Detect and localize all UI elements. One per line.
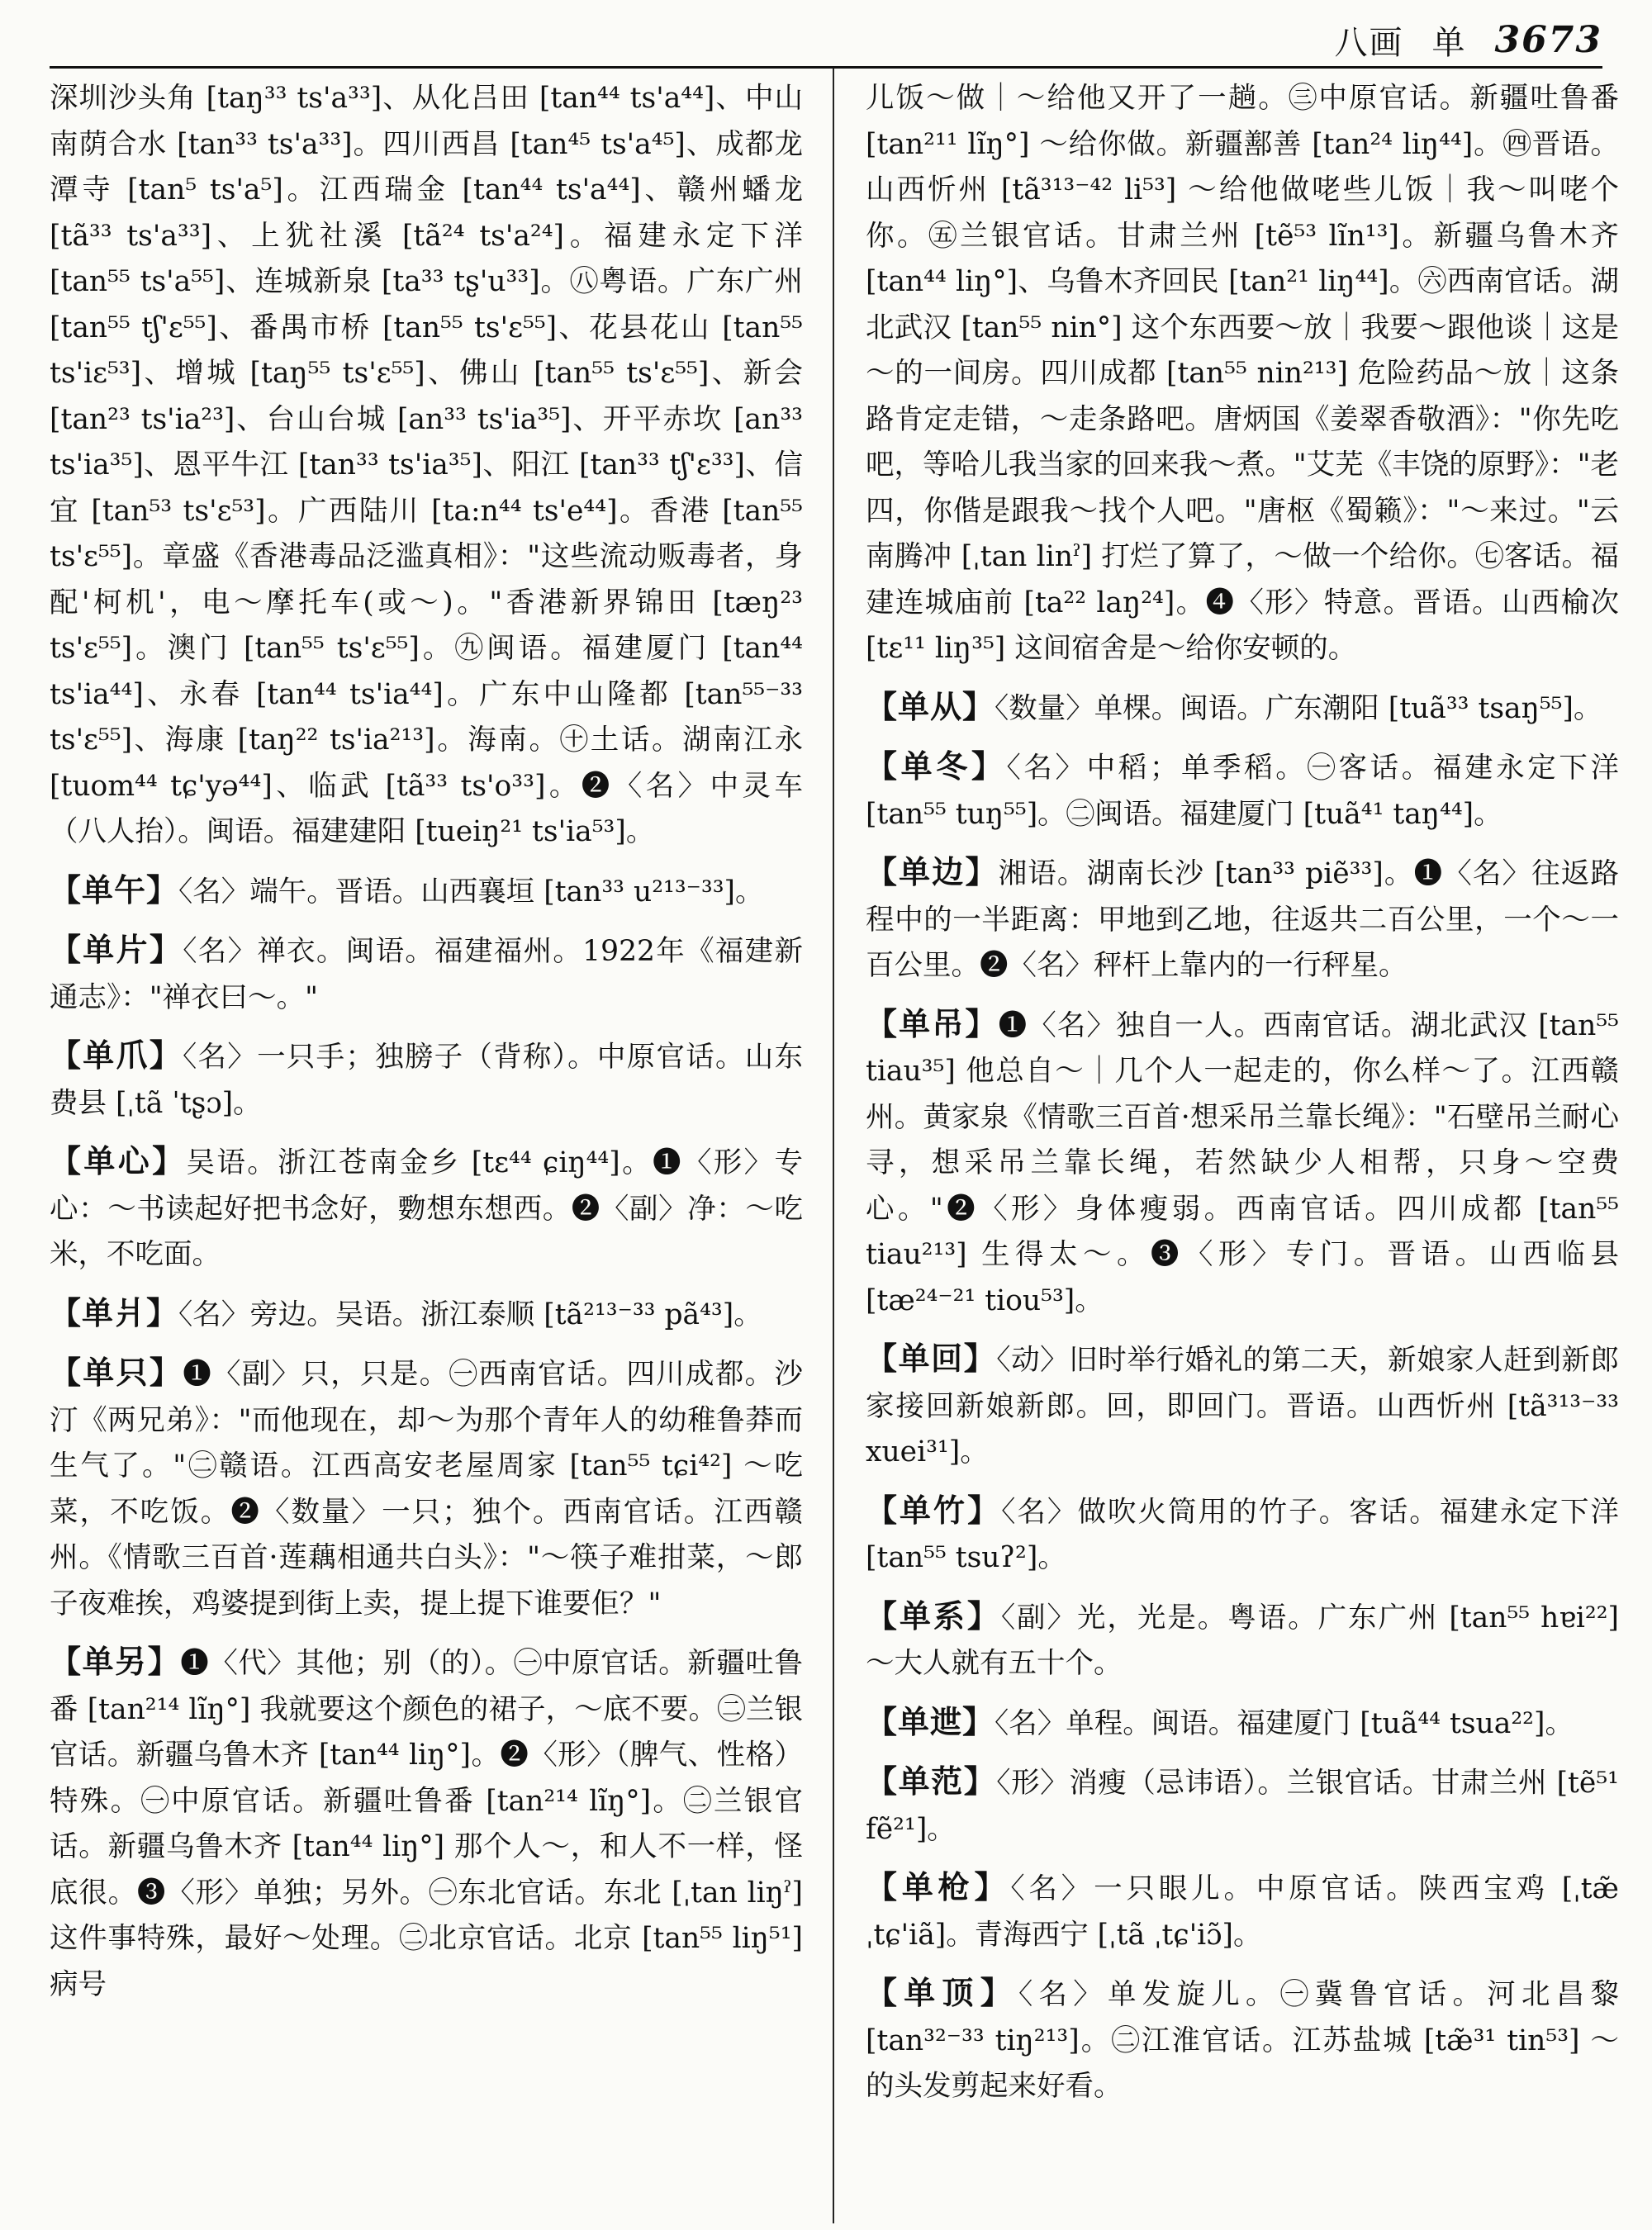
dictionary-entry (866, 1970, 1619, 2110)
dictionary-entry (866, 1758, 1619, 1853)
entry-definition: ❶〈名〉独自一人。西南官话。湖北武汉 [tan⁵⁵ tiau³⁵] 他总自～｜几个人一起走的，你么样～了。江西赣州。黄家泉《情歌三百首·想采吊兰靠长绳》："石壁吊兰耐心寻，想采吊兰靠长绳，若然缺少人相帮，只身～空费心。"❷〈形〉身体瘦弱。西南官话。四川成都 [tan⁵⁵ tiau²¹³] 生得太～。❸〈形〉专门。晋语。山西临县 [tæ²⁴⁻²¹ tiou⁵³]。 (866, 1008, 1619, 1317)
entry-headword: 【单范】 (866, 1763, 997, 1800)
running-header (1335, 15, 1602, 64)
dictionary-entry (866, 1699, 1619, 1748)
column-divider (833, 68, 834, 2223)
entry-definition: 吴语。浙江苍南金乡 [tɛ⁴⁴ ɕiŋ⁴⁴]。❶〈形〉专心：～书读起好把书念好，覅想东想西。❷〈副〉净：～吃米，不吃面。 (50, 1146, 803, 1271)
entry-definition: 〈名〉单程。闽语。福建厦门 [tuã⁴⁴ tsua²²]。 (995, 1706, 1574, 1740)
dictionary-entry (866, 849, 1619, 989)
entry-headword: 【单顶】 (866, 1974, 1018, 2011)
entry-definition: ❶〈副〉只，只是。㊀西南官话。四川成都。沙汀《两兄弟》："而他现在，却～为那个青年人的幼稚鲁莽而生气了。"㊁赣语。江西高安老屋周家 [tan⁵⁵ tɕi⁴²] ～吃菜，不吃饭。❷〈数量〉一只；独个。西南官话。江西赣州。《情歌三百首·莲藕相通共白头》："～筷子难拑菜，～郎子夜难挨，鸡婆提到街上卖，提上提下谁要佢？" (50, 1358, 803, 1620)
dictionary-entry (866, 743, 1619, 837)
dictionary-entry (50, 1032, 803, 1127)
right-column (866, 76, 1619, 2215)
entry-headword: 【单回】 (866, 1340, 997, 1377)
entry-headword: 【单迣】 (866, 1702, 995, 1740)
dictionary-entry (50, 1350, 803, 1627)
entry-headword: 【单爿】 (50, 1293, 179, 1331)
entry-headword: 【单竹】 (866, 1491, 1002, 1529)
entry-definition: ❶〈代〉其他；别（的）。㊀中原官话。新疆吐鲁番 [tan²¹⁴ lĩŋ°] 我就要这个颜色的裙子，～底不要。㊁兰银官话。新疆乌鲁木齐 [tan⁴⁴ liŋ°]。❷〈形〉（脾气、性格）特殊。㊀中原官话。新疆吐鲁番 [tan²¹⁴ lĩŋ°]。㊁兰银官话。新疆乌鲁木齐 [tan⁴⁴ liŋ°] 那个人～，和人不一样，怪底很。❸〈形〉单独；另外。㊀东北官话。东北 [ˌtan liŋˀ] 这件事特殊，最好～处理。㊁北京官话。北京 [tan⁵⁵ liŋ⁵¹] 病号 (50, 1647, 803, 2001)
entry-headword: 【单只】 (50, 1354, 183, 1391)
entry-headword: 【单从】 (866, 687, 995, 725)
entry-headword: 【单片】 (50, 931, 183, 968)
entry-definition: 深圳沙头角 [taŋ³³ ts'a³³]、从化吕田 [tan⁴⁴ ts'a⁴⁴]、中山南荫合水 [tan³³ ts'a³³]。四川西昌 [tan⁴⁵ ts'a⁴⁵]、成都龙潭寺 [tan⁵ ts'a⁵]。江西瑞金 [tan⁴⁴ ts'a⁴⁴]、赣州蟠龙 [tã³³ ts'a³³]、上犹社溪 [tã²⁴ ts'a²⁴]。福建永定下洋 [tan⁵⁵ ts'a⁵⁵]、连城新泉 [ta³³ tʂ'u³³]。㊇粤语。广东广州 [tan⁵⁵ tʃ'ɛ⁵⁵]、番禺市桥 [tan⁵⁵ ts'ɛ⁵⁵]、花县花山 [tan⁵⁵ ts'iɛ⁵³]、增城 [taŋ⁵⁵ ts'ɛ⁵⁵]、佛山 [tan⁵⁵ ts'ɛ⁵⁵]、新会 [tan²³ ts'ia²³]、台山台城 [an³³ ts'ia³⁵]、开平赤坎 [an³³ ts'ia³⁵]、恩平牛江 [tan³³ ts'ia³⁵]、阳江 [tan³³ tʃ'ɛ³³]、信宜 [tan⁵³ ts'ɛ⁵³]。广西陆川 [ta:n⁴⁴ ts'e⁴⁴]。香港 [tan⁵⁵ ts'ɛ⁵⁵]。章盛《香港毒品泛滥真相》："这些流动贩毒者，身配'柯机'，电～摩托车(或～)。"香港新界锦田 [tæŋ²³ ts'ɛ⁵⁵]。澳门 [tan⁵⁵ ts'ɛ⁵⁵]。㊈闽语。福建厦门 [tan⁴⁴ ts'ia⁴⁴]、永春 [tan⁴⁴ ts'ia⁴⁴]。广东中山隆都 [tan⁵⁵⁻³³ ts'ɛ⁵⁵]、海康 [taŋ²² ts'ia²¹³]。海南。㊉土话。湖南江永 [tuom⁴⁴ tɕ'yə⁴⁴]、临武 [tã³³ ts'o³³]。❷〈名〉中灵车（八人抬）。闽语。福建建阳 [tueiŋ²¹ ts'ia⁵³]。 (50, 82, 803, 848)
entry-definition: 〈名〉禅衣。闽语。福建福州。1922年《福建新通志》："禅衣曰～。" (50, 935, 803, 1014)
page-number: 3673 (1494, 18, 1602, 61)
entry-definition: 〈名〉中稻；单季稻。㊀客话。福建永定下洋 [tan⁵⁵ tuŋ⁵⁵]。㊁闽语。福建厦门 [tuã⁴¹ taŋ⁴⁴]。 (866, 752, 1619, 831)
dictionary-entry (866, 1864, 1619, 1958)
dictionary-entry (50, 867, 803, 916)
header-section: 八画 (1334, 23, 1404, 62)
dictionary-entry (50, 1639, 803, 2008)
entry-definition: 〈名〉一只眼儿。中原官话。陕西宝鸡 [ˌtæ̃ ˌtɕ'iã]。青海西宁 [ˌtã ˌtɕ'iɔ̃]。 (866, 1872, 1619, 1952)
dictionary-entry (50, 76, 803, 856)
entry-definition: 〈形〉消瘦（忌讳语）。兰银官话。甘肃兰州 [tẽ⁵¹ fẽ²¹]。 (866, 1767, 1619, 1846)
entry-definition: 〈名〉一只手；独膀子（背称）。中原官话。山东费县 [ˌtã ˈtʂɔ]。 (50, 1041, 803, 1120)
header-char: 单 (1431, 23, 1467, 62)
dictionary-entry (866, 1487, 1619, 1582)
left-column (50, 76, 803, 2215)
entry-definition: 〈数量〉单棵。闽语。广东潮阳 [tuã³³ tsaŋ⁵⁵]。 (995, 691, 1602, 725)
entry-definition: 〈名〉端午。晋语。山西襄垣 [tan³³ u²¹³⁻³³]。 (178, 875, 764, 909)
entry-definition: 〈名〉单发旋儿。㊀冀鲁官话。河北昌黎 [tan³²⁻³³ tiŋ²¹³]。㊁江淮官话。江苏盐城 [tæ̃³¹ tin⁵³] ～的头发剪起来好看。 (866, 1978, 1619, 2103)
entry-definition: 〈副〉光，光是。粤语。广东广州 [tan⁵⁵ hɐi²²] ～大人就有五十个。 (866, 1601, 1619, 1680)
entry-definition: 〈名〉做吹火筒用的竹子。客话。福建永定下洋 [tan⁵⁵ tsuʔ²]。 (866, 1495, 1619, 1574)
entry-headword: 【单冬】 (866, 747, 1007, 785)
entry-headword: 【单吊】 (866, 1004, 999, 1042)
dictionary-entry (50, 1138, 803, 1279)
entry-headword: 【单系】 (866, 1597, 1001, 1635)
entry-definition: 〈名〉旁边。吴语。浙江泰顺 [tã²¹³⁻³³ pã⁴³]。 (178, 1298, 762, 1331)
dictionary-entry (866, 76, 1619, 672)
entry-definition: 〈动〉旧时举行婚礼的第二天，新娘家人赶到新郎家接回新娘新郎。回，即回门。晋语。山西忻州 [tã³¹³⁻³³ xuei³¹]。 (866, 1344, 1619, 1468)
dictionary-entry (866, 684, 1619, 733)
dictionary-entry (50, 1290, 803, 1339)
header-rule (50, 66, 1602, 69)
entry-headword: 【单爪】 (50, 1037, 183, 1074)
entry-headword: 【单另】 (50, 1643, 181, 1680)
dictionary-entry (50, 927, 803, 1021)
dictionary-entry (866, 1593, 1619, 1687)
entry-definition: 湘语。湖南长沙 [tan³³ piẽ³³]。❶〈名〉往返路程中的一半距离：甲地到乙地，往返共二百公里，一个～一百公里。❷〈名〉秤杆上靠内的一行秤星。 (866, 857, 1619, 982)
entry-headword: 【单枪】 (866, 1868, 1011, 1905)
entry-headword: 【单午】 (50, 871, 179, 909)
entry-definition: 儿饭～做｜～给他又开了一趟。㊂中原官话。新疆吐鲁番 [tan²¹¹ lĩŋ°] ～给你做。新疆鄯善 [tan²⁴ liŋ⁴⁴]。㊃晋语。山西忻州 [tã³¹³⁻⁴² li⁵³] ～给他做咾些儿饭｜我～叫咾个你。㊄兰银官话。甘肃兰州 [tẽ⁵³ lĩn¹³]。新疆乌鲁木齐 [tan⁴⁴ liŋ°]、乌鲁木齐回民 [tan²¹ liŋ⁴⁴]。㊅西南官话。湖北武汉 [tan⁵⁵ nin°] 这个东西要～放｜我要～跟他谈｜这是～的一间房。四川成都 [tan⁵⁵ nin²¹³] 危险药品～放｜这条路肯定走错，～走条路吧。唐炳国《姜翠香敬酒》："你先吃吧，等哈儿我当家的回来我～煮。"艾芜《丰饶的原野》："老四，你偕是跟我～找个人吧。"唐枢《蜀籁》："～来过。"云南腾冲 [ˌtan linˀ] 打烂了算了，～做一个给你。㊆客话。福建连城庙前 [ta²² laŋ²⁴]。❹〈形〉特意。晋语。山西榆次 [tɛ¹¹ liŋ³⁵] 这间宿舍是～给你安顿的。 (866, 82, 1619, 665)
dictionary-entry (866, 1001, 1619, 1325)
dictionary-entry (866, 1336, 1619, 1476)
entry-headword: 【单心】 (50, 1142, 187, 1179)
entry-headword: 【单边】 (866, 853, 999, 890)
